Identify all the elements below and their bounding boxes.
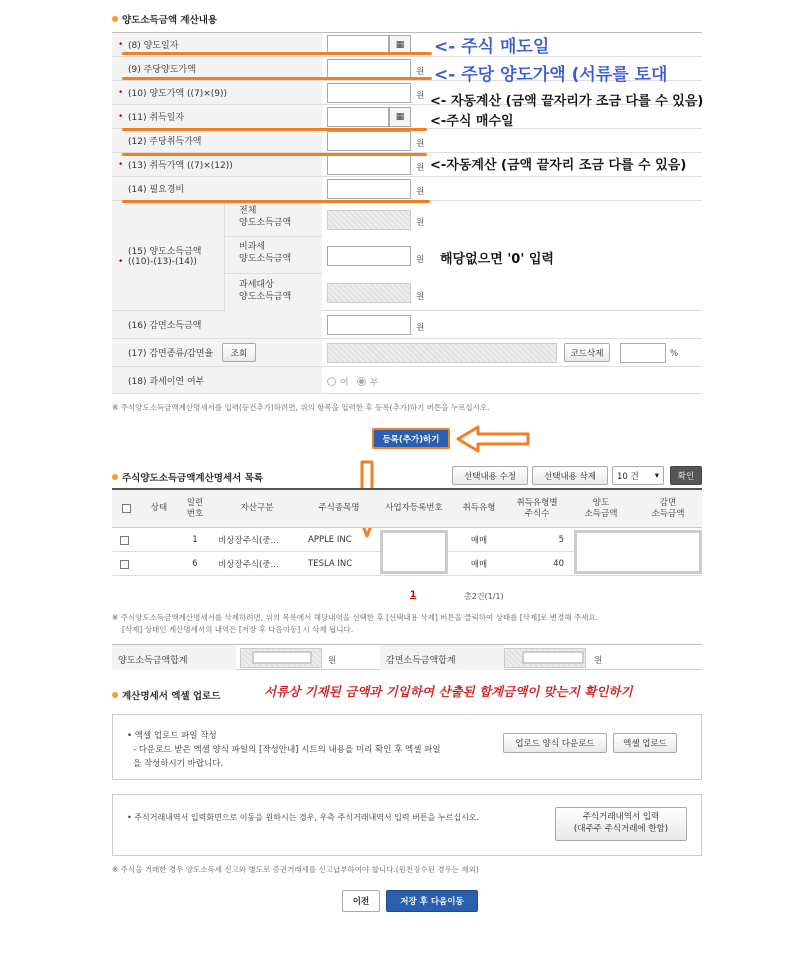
row-buy-amount: • (13) 취득가액 ((7)×(12)) 원	[112, 153, 702, 177]
redacted-box	[574, 530, 702, 574]
buy-price-input[interactable]	[327, 131, 411, 151]
delete-note-1: ※ 주식양도소득금액계산명세서를 삭제하려면, 위의 목록에서 해당내역을 선택한 후 [선택내용 삭제] 버튼을 클릭하여 상태를 [삭제]로 변경해 주세요.	[112, 613, 598, 622]
redacted-box	[522, 651, 584, 664]
row-checkbox[interactable]	[120, 560, 129, 569]
buy-date-input[interactable]	[327, 107, 389, 127]
page-size-select[interactable]: 10 건 ▾	[612, 466, 664, 485]
pagination-current[interactable]: 1	[410, 590, 417, 600]
reduction-gain-input[interactable]	[327, 315, 411, 335]
expenses-input[interactable]	[327, 179, 411, 199]
excel-upload-button[interactable]: 엑셀 업로드	[613, 733, 677, 753]
calc-form	[112, 32, 702, 394]
highlight-line	[122, 153, 427, 156]
row-checkbox[interactable]	[120, 536, 129, 545]
taxable-gain-input	[327, 283, 411, 303]
confirm-button[interactable]: 확인	[670, 466, 702, 485]
buy-amount-input[interactable]	[327, 155, 411, 175]
calendar-icon[interactable]: ▦	[389, 107, 411, 127]
pagination-total: 총2건(1/1)	[464, 592, 504, 601]
nontaxable-gain-input[interactable]	[327, 246, 411, 266]
excel-upload-box: • 엑셀 업로드 파일 작성 - 다운로드 받은 엑셀 양식 파일의 [작성안내] 시트의 내용을 미리 확인 후 엑셀 파일 을 작성하시기 바랍니다. 업로드 양식 다운로드 엑셀 업로드	[112, 714, 702, 780]
trade-input-button[interactable]: 주식거래내역서 입력 (대주주 주식거래에 한함)	[555, 807, 687, 841]
bullet-icon	[112, 474, 118, 480]
annotation-sell-price: <- 주당 양도가액 (서류를 토대	[434, 65, 668, 85]
register-button[interactable]: 등록(추가)하기	[372, 428, 450, 449]
annotation-auto-calc-2: <-자동계산 (금액 끝자리 조금 다를 수 있음)	[430, 158, 687, 173]
row-sell-price: (9) 주당양도가액 원	[112, 57, 702, 81]
radio-yes[interactable]	[327, 377, 336, 386]
arrow-left-icon	[456, 424, 534, 454]
bullet-icon	[112, 692, 118, 698]
table-row[interactable]: 1 비상장주식(중... APPLE INC 매매 5	[112, 528, 702, 552]
total-gain-input	[327, 210, 411, 230]
annotation-check-sum: 서류상 기재된 금액과 기입하여 산출된 합계금액이 맞는지 확인하기	[264, 684, 633, 699]
row-reduction-type: (17) 감면종류/감면율 조회 코드삭제 %	[112, 339, 702, 367]
highlight-line	[122, 52, 432, 55]
highlight-line	[122, 77, 432, 80]
download-template-button[interactable]: 업로드 양식 다운로드	[503, 733, 607, 753]
row-sell-amount: • (10) 양도가액 ((7)×(9)) 원	[112, 81, 702, 105]
highlight-line	[122, 200, 430, 203]
chevron-down-icon: ▾	[654, 470, 659, 481]
reduction-type-input	[327, 343, 557, 363]
row-deferral: (18) 과세이연 여부 여 부	[112, 367, 702, 394]
calendar-icon[interactable]: ▦	[389, 35, 411, 55]
annotation-sell-date: <- 주식 매도일	[434, 37, 550, 57]
redacted-box	[252, 651, 312, 664]
sell-price-input[interactable]	[327, 59, 411, 79]
row-reduction-gain: (16) 감면소득금액 원	[112, 311, 702, 339]
redacted-box	[380, 530, 448, 574]
trade-tax-note: ※ 주식을 거래한 경우 양도소득세 신고와 별도로 증권거래세를 신고납부하여야 합니다.(원천징수된 경우는 제외)	[112, 865, 479, 874]
annotation-auto-calc-1: <- 자동계산 (금액 끝자리가 조금 다를 수 있음)	[430, 94, 704, 109]
row-sell-date: • (8) 양도일자 ▦	[112, 33, 702, 57]
row-buy-price: (12) 주당취득가액 원	[112, 129, 702, 153]
lookup-button[interactable]: 조회	[222, 343, 256, 362]
code-delete-button[interactable]: 코드삭제	[564, 343, 610, 362]
annotation-buy-date: <-주식 매수일	[430, 114, 514, 129]
bullet-icon	[112, 16, 118, 22]
trade-input-box: • 주식거래내역서 입력화면으로 이동을 원하시는 경우, 우측 주식거래내역서 입력 버튼을 누르십시오. 주식거래내역서 입력 (대주주 주식거래에 한함)	[112, 794, 702, 856]
highlight-line	[122, 128, 427, 131]
delete-note-2: [삭제] 상태인 계산명세서의 내역은 [저장 후 다음이동] 시 삭제 됩니다.	[122, 625, 354, 634]
register-note: ※ 주식양도소득금액계산명세서를 입력(등건추가)하려면, 위의 항목을 입력한 후 등록(추가)하기 버튼을 누르십시오.	[112, 403, 490, 412]
section-title-list: 주식양도소득금액계산명세서 목록	[112, 470, 263, 484]
sell-amount-input[interactable]	[327, 83, 411, 103]
row-buy-date: • (11) 취득일자 ▦	[112, 105, 702, 129]
row-expenses: (14) 필요경비 원	[112, 177, 702, 201]
table-row[interactable]: 6 비상장주식(중... TESLA INC 매매 40	[112, 552, 702, 576]
reduction-rate-input[interactable]	[620, 343, 666, 363]
statement-table: 상태 일련 번호 자산구분 주식종목명 사업자등록번호 취득유형 취득유형별 주식수 양도 소득금액 감면 소득금액 1 비상장주식(중... APPLE INC 매매 5 6 비상장주식(중... TESLA INC 매매 40	[112, 488, 702, 490]
select-all-checkbox[interactable]	[122, 504, 131, 513]
delete-selected-button[interactable]: 선택내용 삭제	[532, 466, 608, 485]
section-title-upload: 계산명세서 엑셀 업로드	[112, 688, 220, 702]
edit-selected-button[interactable]: 선택내용 수정	[452, 466, 528, 485]
row-gain: (15) 양도소득금액 • ((10)-(13)-(14)) 전체 양도소득금액 원 비과세 양도소득금액 원 과세대상 양도소득금액 원	[112, 201, 702, 311]
prev-button[interactable]: 이전	[342, 890, 380, 912]
annotation-zero-input: 해당없으면 '0' 입력	[440, 252, 554, 267]
sum-row: 양도소득금액합계 원 감면소득금액합계 원	[112, 644, 702, 670]
save-next-button[interactable]: 저장 후 다음이동	[386, 890, 478, 912]
section-title-calc: 양도소득금액 계산내용	[112, 12, 217, 26]
radio-no[interactable]	[357, 377, 366, 386]
